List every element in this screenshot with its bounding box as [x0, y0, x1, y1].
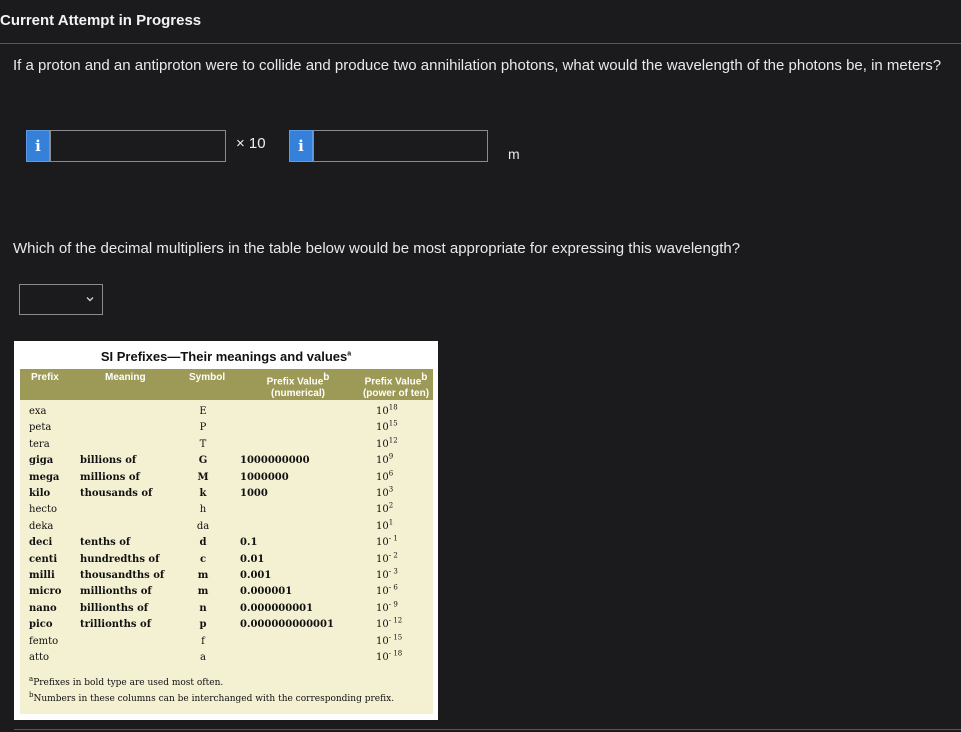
row-meaning: trillionths of	[80, 619, 151, 631]
question-text: If a proton and an antiproton were to collide and produce two annihilation photons, what would the wavelength of the photons be, in meters?	[13, 57, 942, 74]
mantissa-input[interactable]	[50, 130, 226, 162]
row-symbol: a	[200, 652, 206, 663]
table-row	[20, 634, 433, 650]
row-meaning: millions of	[80, 471, 140, 483]
row-numerical-value: 0.000000001	[240, 602, 314, 614]
header-prefix-value-numerical: Prefix Valueb (numerical)	[266, 372, 330, 400]
row-symbol: c	[199, 553, 207, 565]
row-power-of-ten: $10^{- 1}$	[376, 534, 398, 549]
row-meaning: thousandths of	[80, 570, 165, 581]
header-symbol: Symbol	[189, 372, 226, 383]
row-numerical-value: 0.001	[240, 570, 272, 581]
table-row	[20, 552, 433, 568]
row-numerical-value: 0.000000000001	[240, 619, 334, 631]
row-numerical-value: 1000	[240, 488, 268, 499]
row-power-of-ten: $10^{- 15}$	[376, 633, 403, 647]
table-row	[20, 535, 433, 551]
bottom-divider	[14, 729, 961, 730]
row-prefix: giga	[29, 455, 54, 467]
table-row	[20, 486, 433, 502]
row-power-of-ten: $10^{- 9}$	[376, 600, 398, 614]
table-row	[20, 519, 433, 535]
row-symbol: h	[199, 504, 207, 516]
table-row	[20, 568, 433, 584]
row-symbol: M	[197, 471, 209, 483]
table-row	[20, 617, 433, 633]
row-power-of-ten: $10^{- 6}$	[376, 584, 398, 598]
row-prefix: deci	[29, 537, 53, 549]
row-power-of-ten: $10^6$	[376, 469, 394, 483]
row-prefix: tera	[29, 438, 50, 450]
row-prefix: milli	[29, 570, 55, 581]
row-numerical-value: 1000000	[240, 471, 289, 483]
row-prefix: kilo	[29, 488, 51, 499]
row-meaning: thousands of	[80, 488, 153, 499]
row-prefix: centi	[29, 553, 58, 565]
unit-label: m	[508, 146, 520, 162]
row-prefix: hecto	[29, 504, 57, 516]
row-symbol: d	[199, 537, 207, 549]
row-symbol: m	[197, 570, 209, 581]
row-power-of-ten: $10^{12}$	[376, 436, 398, 450]
header-prefix-value-power: Prefix Valueb (power of ten)	[362, 372, 430, 400]
row-meaning: billionths of	[80, 602, 149, 614]
answer-row	[26, 128, 546, 164]
table-row	[20, 404, 433, 420]
row-power-of-ten: $10^{15}$	[376, 420, 398, 434]
multiplier-select[interactable]	[19, 284, 103, 315]
si-table-body	[20, 400, 433, 714]
row-prefix: pico	[29, 619, 53, 631]
row-power-of-ten: $10^9$	[376, 452, 394, 467]
row-prefix: atto	[29, 652, 50, 663]
exponent-input[interactable]	[313, 130, 488, 162]
table-row	[20, 601, 433, 617]
row-symbol: E	[199, 406, 207, 417]
info-icon[interactable]: i	[289, 130, 313, 162]
row-meaning: hundredths of	[80, 553, 160, 565]
si-prefix-table	[14, 341, 438, 720]
page-title: Current Attempt in Progress	[0, 12, 202, 29]
header-meaning: Meaning	[105, 372, 146, 383]
footnote-a: $^a$Prefixes in bold type are used most often.	[29, 675, 224, 688]
row-prefix: exa	[29, 406, 47, 417]
row-meaning: millionths of	[80, 586, 152, 598]
row-symbol: p	[199, 619, 207, 631]
row-symbol: k	[199, 488, 207, 499]
header-prefix: Prefix	[31, 372, 59, 383]
table-row	[20, 650, 433, 666]
row-prefix: peta	[29, 422, 52, 434]
row-symbol: G	[198, 455, 208, 467]
row-prefix: deka	[29, 520, 54, 532]
row-power-of-ten: $10^{- 3}$	[376, 567, 398, 581]
row-symbol: n	[199, 602, 207, 614]
table-row	[20, 470, 433, 486]
row-power-of-ten: $10^{- 2}$	[376, 551, 398, 565]
chevron-down-icon	[84, 293, 96, 305]
row-symbol: da	[196, 520, 210, 532]
table-row	[20, 453, 433, 469]
si-table-header	[20, 369, 433, 400]
row-symbol: T	[199, 438, 207, 450]
table-row	[20, 584, 433, 600]
row-power-of-ten: $10^2$	[376, 502, 394, 516]
row-numerical-value: 0.01	[240, 553, 265, 565]
table-row	[20, 502, 433, 518]
row-power-of-ten: $10^{- 18}$	[376, 649, 403, 663]
info-icon[interactable]: i	[26, 130, 50, 162]
row-power-of-ten: $10^1$	[376, 518, 394, 532]
header-divider	[0, 43, 961, 44]
row-symbol: m	[197, 586, 209, 598]
row-meaning: tenths of	[80, 537, 131, 549]
row-power-of-ten: $10^{- 12}$	[376, 616, 403, 631]
row-power-of-ten: $10^{18}$	[376, 403, 398, 417]
table-row	[20, 437, 433, 453]
row-prefix: nano	[29, 602, 57, 614]
row-meaning: billions of	[80, 455, 137, 467]
footnote-b: $^b$Numbers in these columns can be interchanged with the corresponding prefix.	[29, 691, 395, 704]
row-numerical-value: 0.1	[240, 537, 258, 549]
row-numerical-value: 1000000000	[240, 455, 310, 467]
times-ten-label: × 10	[236, 135, 266, 152]
row-prefix: micro	[29, 586, 62, 598]
row-power-of-ten: $10^3$	[376, 485, 394, 499]
row-numerical-value: 0.000001	[240, 586, 293, 598]
row-prefix: mega	[29, 471, 60, 483]
multiplier-question: Which of the decimal multipliers in the table below would be most appropriate for expressing this wavelength?	[13, 240, 741, 257]
row-prefix: femto	[29, 635, 59, 647]
si-table-title: SI Prefixes—Their meanings and values$^a$	[100, 349, 352, 364]
table-row	[20, 420, 433, 436]
row-symbol: P	[199, 422, 207, 434]
row-symbol: f	[201, 635, 205, 647]
